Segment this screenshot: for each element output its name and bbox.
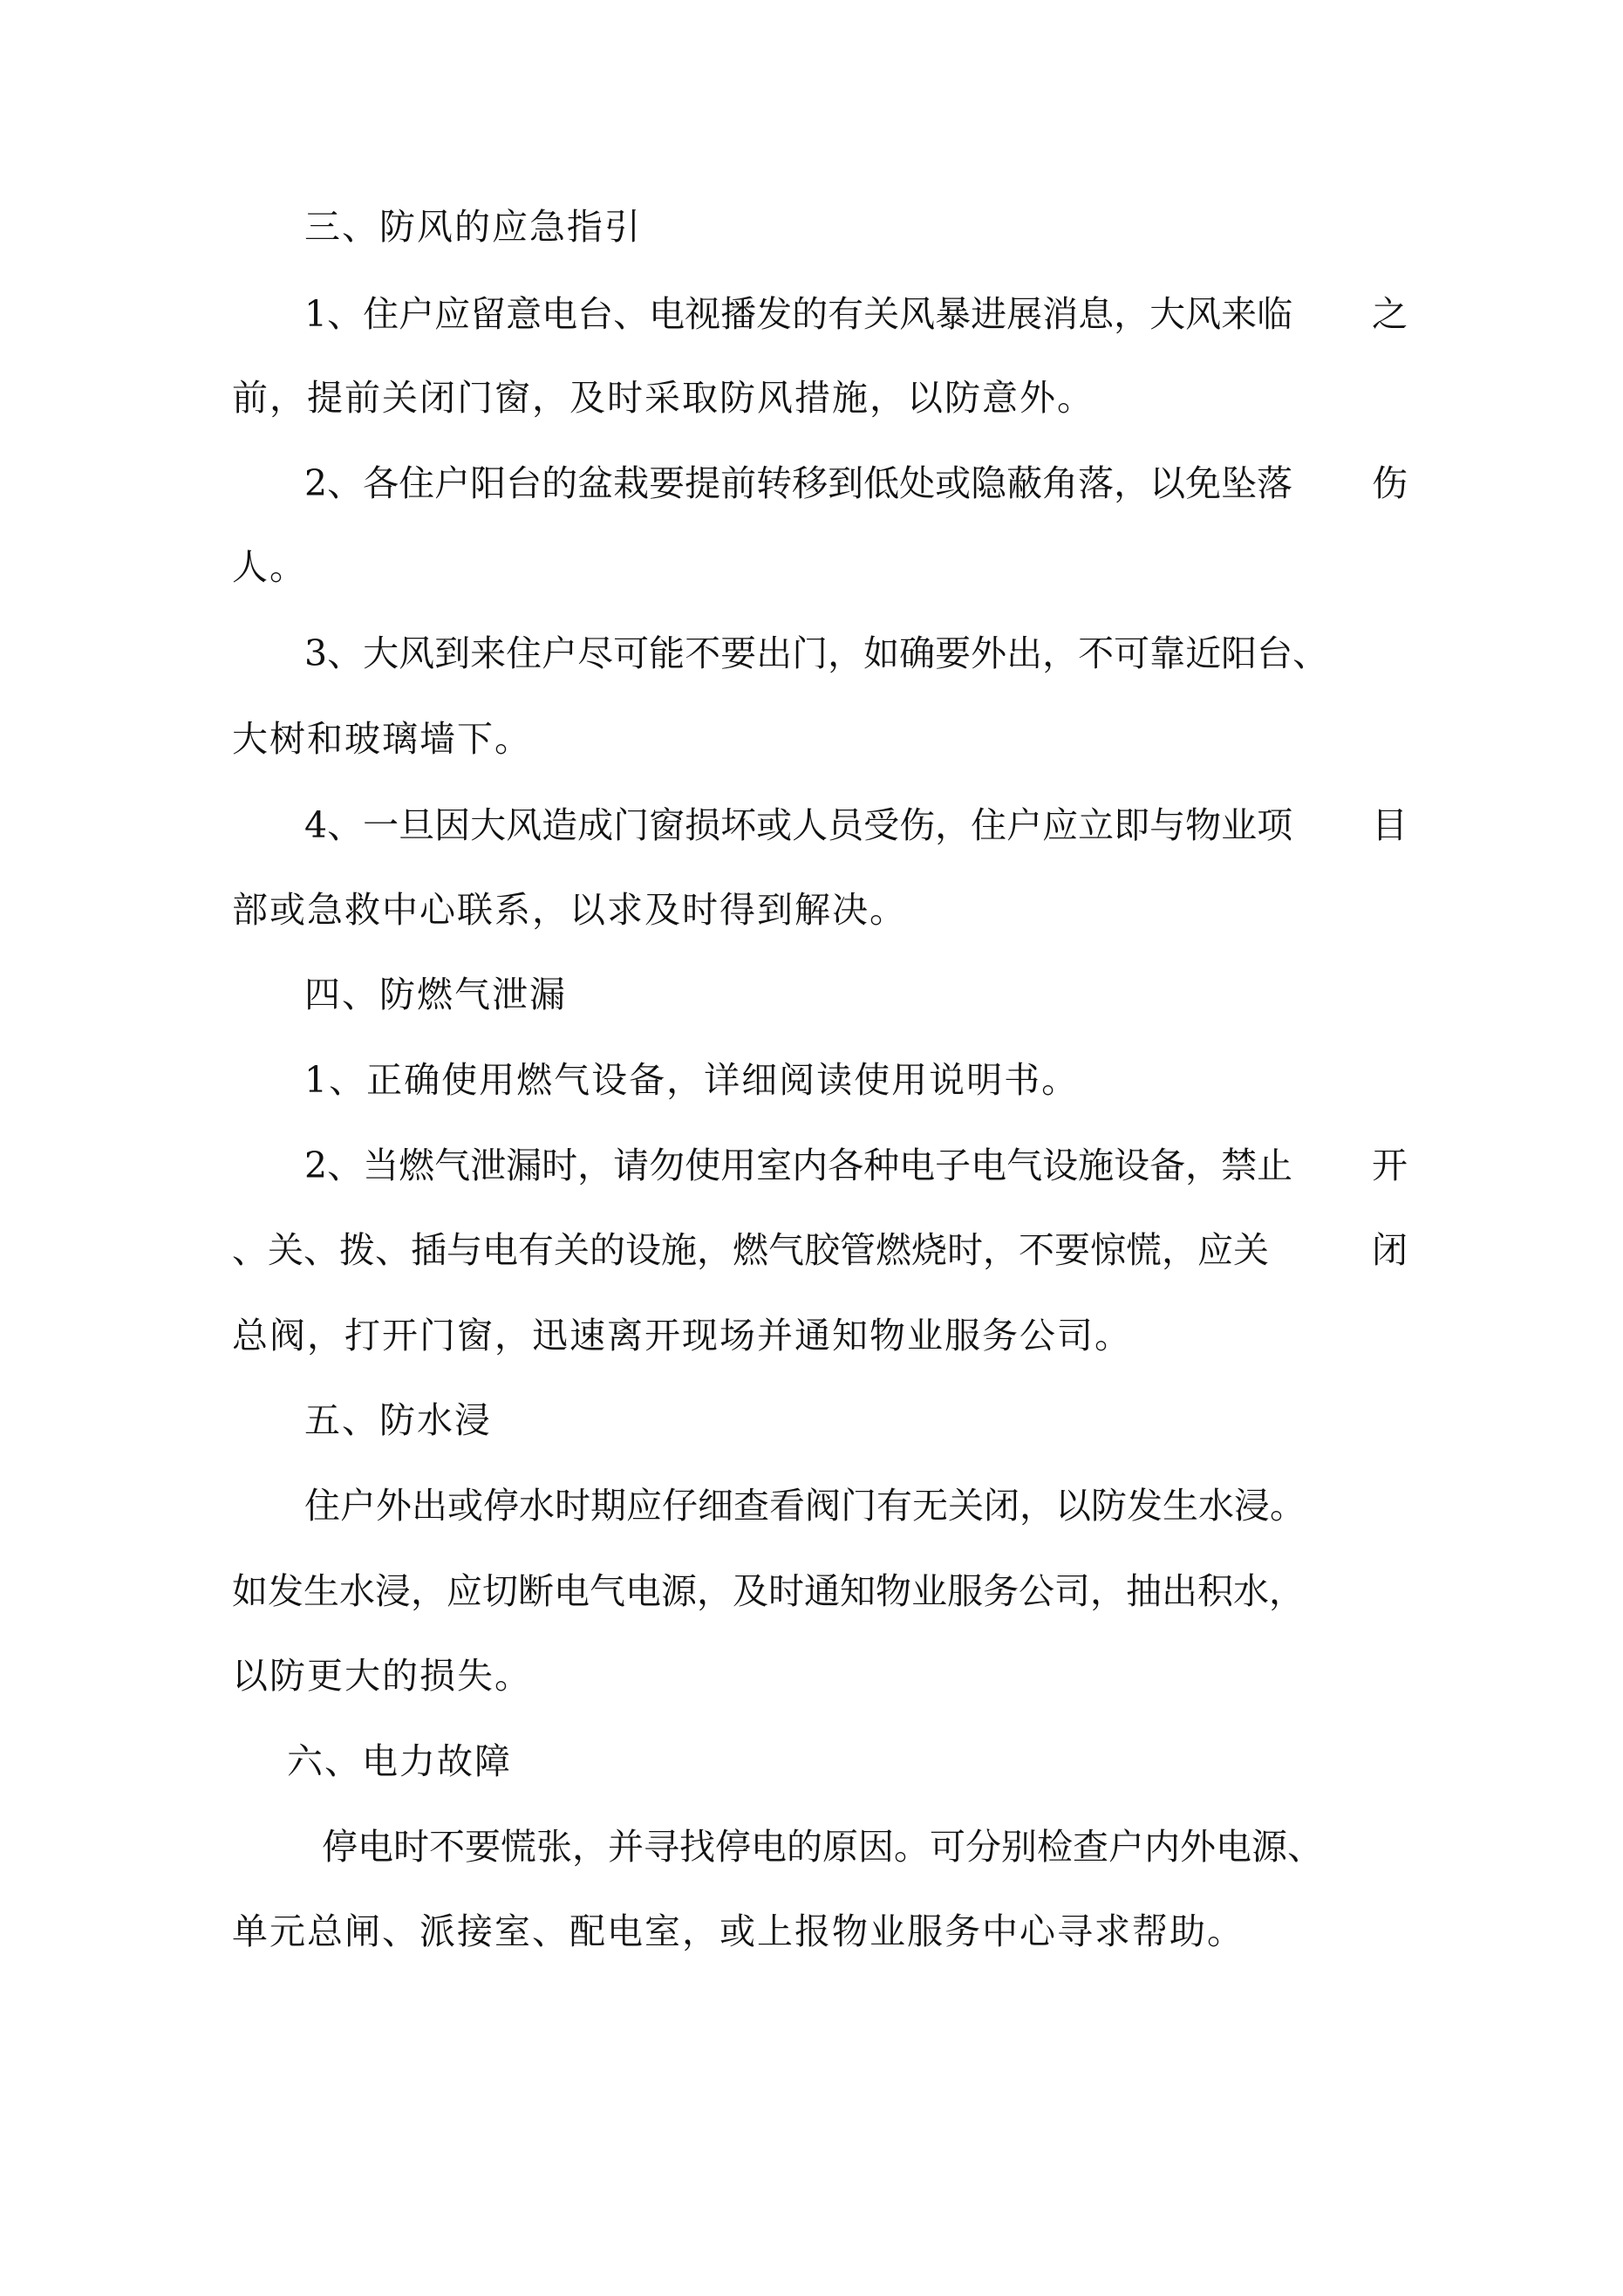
section-heading-flood: 五、防水浸 — [304, 1399, 492, 1441]
gas-item-2-text: 2、当燃气泄漏时，请勿使用室内各种电子电气设施设备，禁止 — [304, 1145, 1293, 1186]
wind-item-1-line-1 — [232, 292, 1408, 336]
power-para-line-1-text: 停电时不要慌张，并寻找停电的原因。可分别检查户内外电源、 — [322, 1826, 1323, 1868]
wind-item-1-text: 1、住户应留意电台、电视播发的有关风暴进展消息，大风来临 — [304, 293, 1293, 335]
wind-item-2-text: 2、各住户阳台的盆栽要提前转移到低处或隐蔽角落，以免坠落 — [304, 462, 1293, 504]
wind-item-3-line-1 — [232, 632, 1408, 675]
gas-item-2-line-2-tail: 闭 — [1372, 1229, 1408, 1271]
wind-item-3-text: 3、大风到来住户尽可能不要出门，如确要外出，不可靠近阳台、 — [304, 632, 1329, 674]
gas-item-2-line-3: 总阀，打开门窗，迅速离开现场并通知物业服务公司。 — [232, 1315, 1132, 1356]
wind-item-4-line-1 — [232, 803, 1408, 847]
wind-item-2-line-2: 人。 — [232, 546, 307, 588]
power-para-line-1 — [232, 1825, 1408, 1869]
power-para-line-2: 单元总闸、派接室、配电室，或上报物业服务中心寻求帮助。 — [232, 1910, 1245, 1952]
wind-item-3-line-2: 大树和玻璃墙下。 — [232, 718, 532, 760]
section-heading-power: 六、电力故障 — [287, 1740, 512, 1782]
wind-item-4-text: 4、一旦因大风造成门窗损坏或人员受伤，住户应立即与物业项 — [304, 804, 1293, 846]
wind-item-1-tail: 之 — [1372, 293, 1408, 335]
flood-para-line-2-text: 如发生水浸，应切断电气电源，及时通知物业服务公司，抽出积水， — [232, 1570, 1305, 1612]
flood-para-line-2 — [232, 1569, 1408, 1613]
wind-item-1-line-2: 前，提前关闭门窗，及时采取防风措施，以防意外。 — [232, 377, 1095, 419]
wind-item-4-line-2: 部或急救中心联系，以求及时得到解决。 — [232, 889, 907, 931]
gas-item-2-line-2-text: 、关、拨、插与电有关的设施，燃气胶管燃烧时，不要惊慌，应关 — [232, 1229, 1269, 1271]
gas-item-1: 1、正确使用燃气设备，详细阅读使用说明书。 — [304, 1059, 1080, 1101]
flood-para-line-3: 以防更大的损失。 — [232, 1655, 532, 1697]
wind-item-2-tail: 伤 — [1372, 462, 1408, 504]
gas-item-2-line-1 — [232, 1144, 1408, 1187]
gas-item-2-tail: 开 — [1372, 1145, 1408, 1186]
flood-para-line-1-text: 住户外出或停水时期应仔细查看阀门有无关闭，以防发生水浸。 — [304, 1485, 1306, 1527]
section-heading-wind: 三、防风的应急指引 — [304, 206, 642, 248]
wind-item-4-tail: 目 — [1372, 804, 1408, 846]
gas-item-2-line-2 — [232, 1228, 1408, 1272]
wind-item-2-line-1 — [232, 461, 1408, 505]
flood-para-line-1 — [232, 1484, 1408, 1527]
section-heading-gas: 四、防燃气泄漏 — [304, 974, 567, 1015]
